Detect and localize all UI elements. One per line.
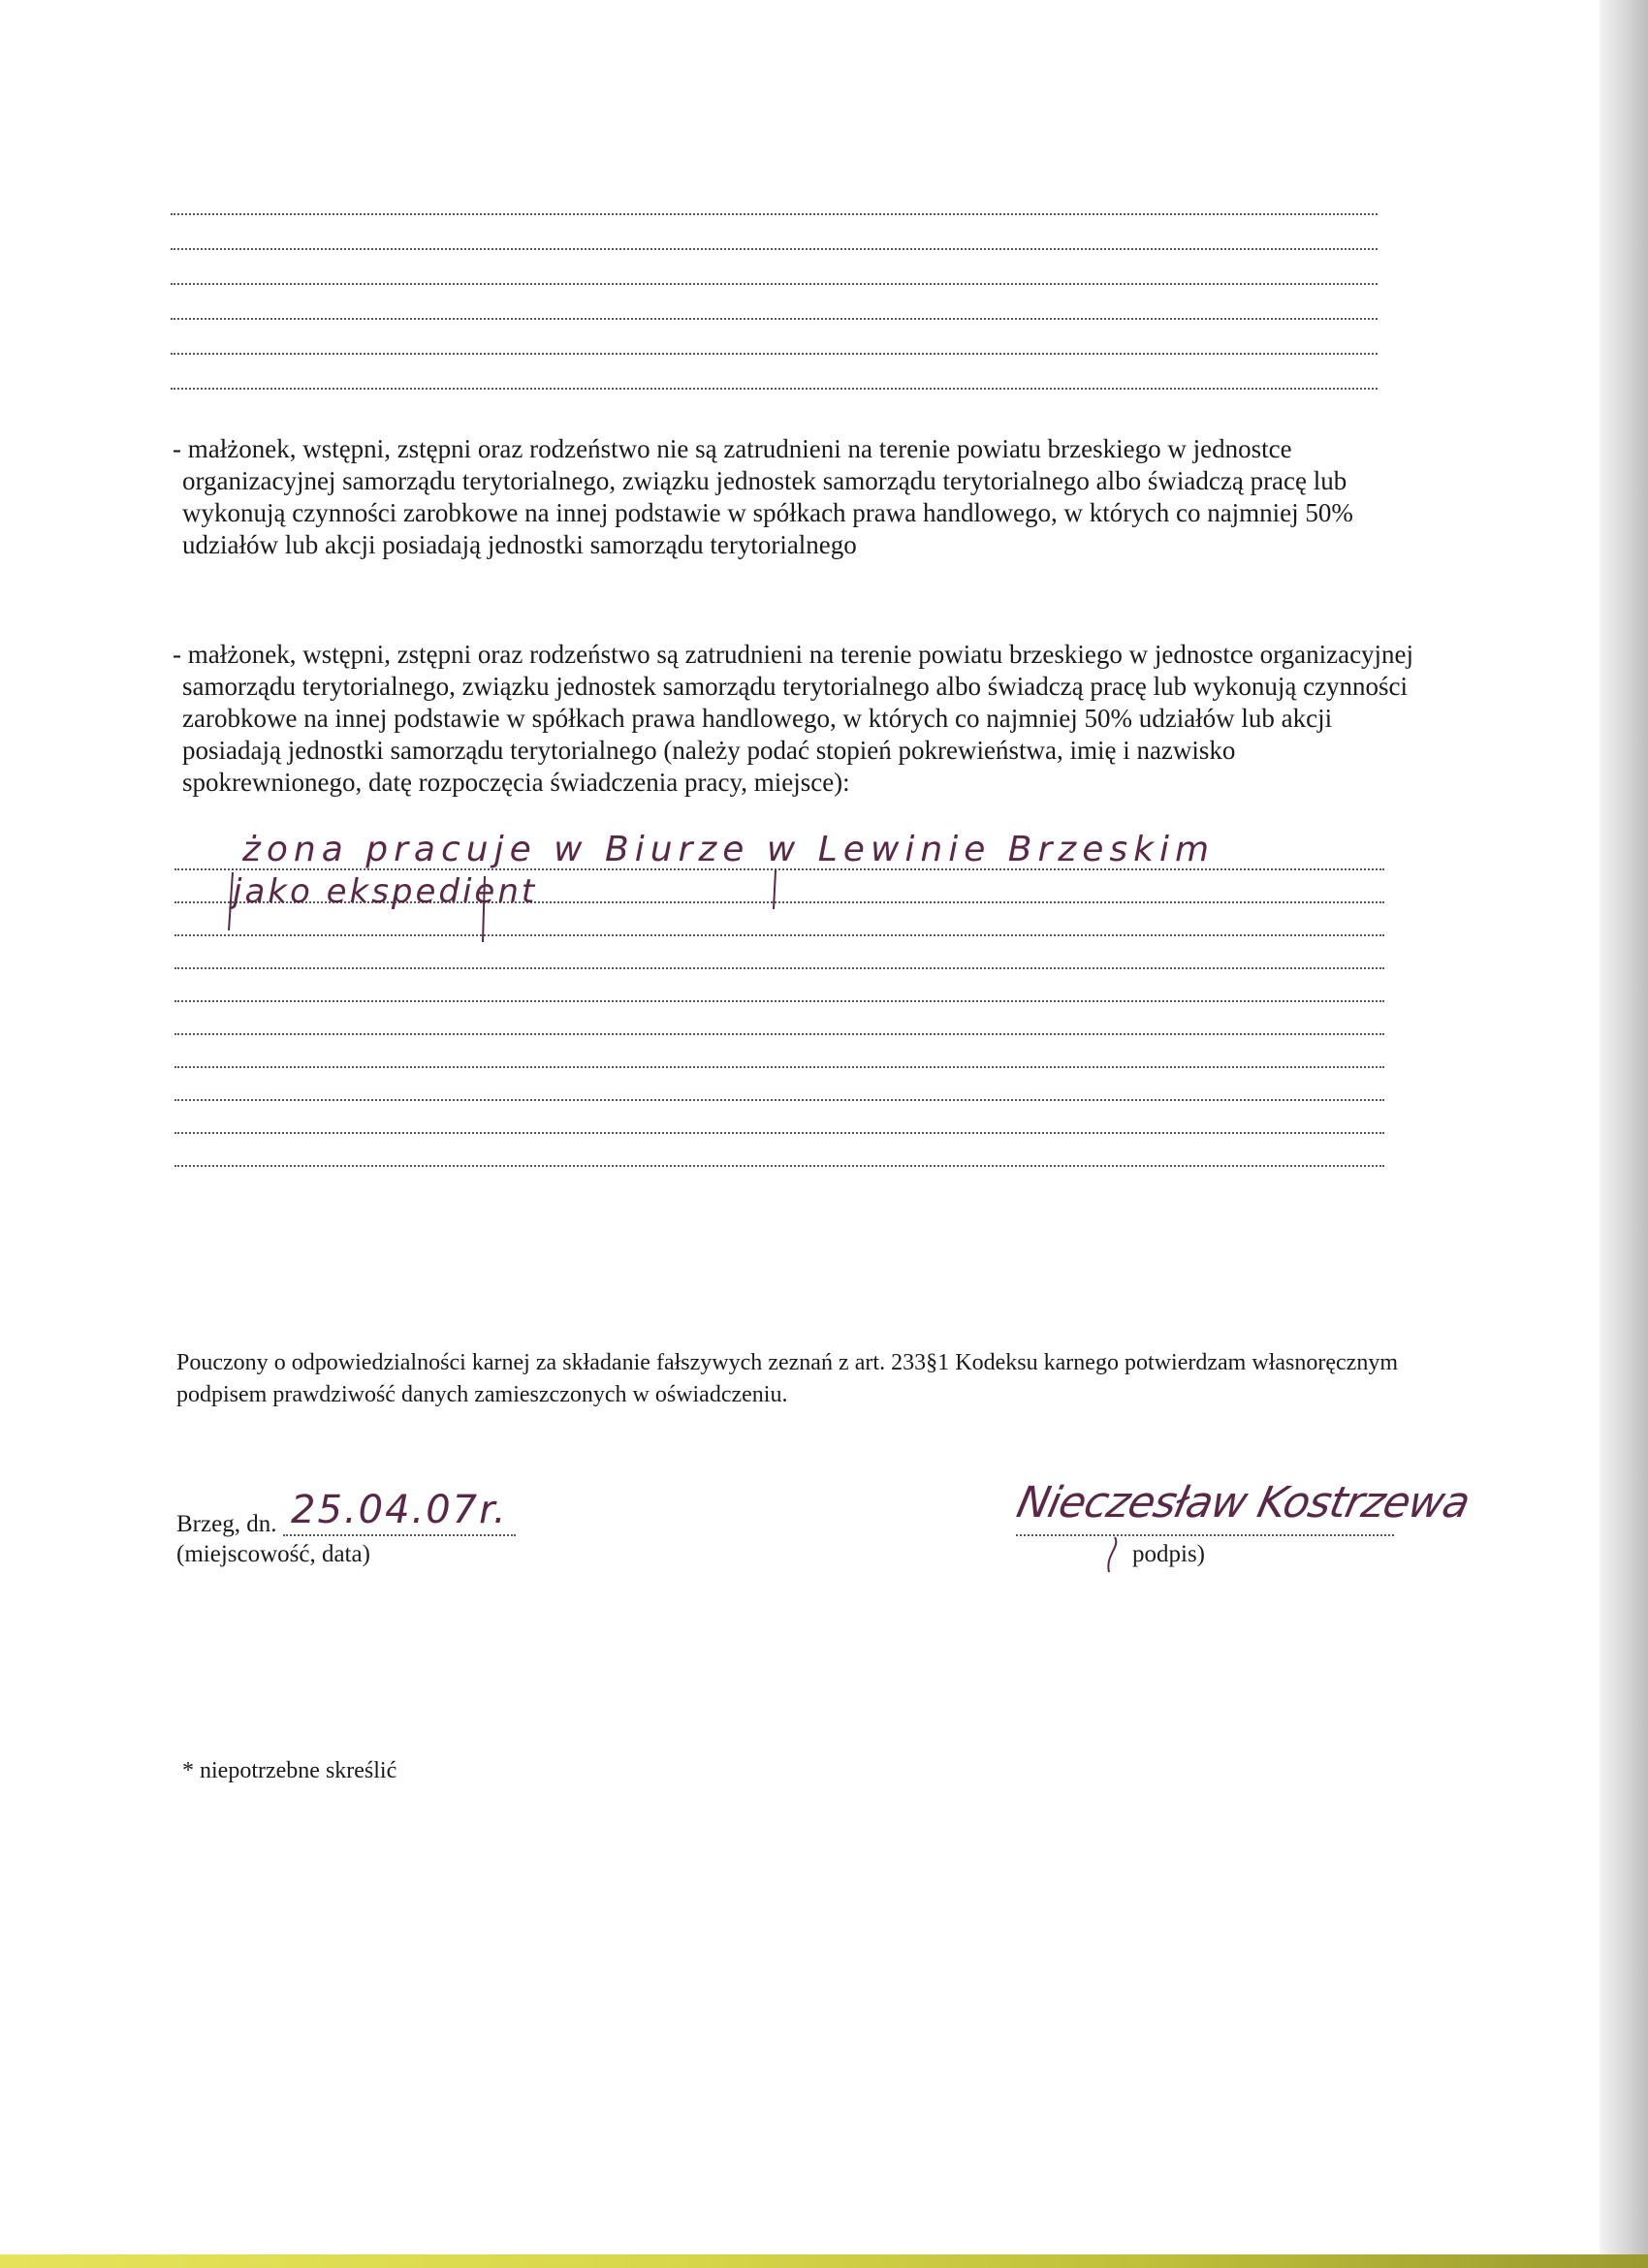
scan-right-edge: [1600, 0, 1648, 2268]
clause-employed: - małżonek, wstępni, zstępni oraz rodzeństwo są zatrudnieni na terenie powiatu brzeskiego w jednostce organizacyjnej samorządu terytorialnego, związku jednostek samorządu terytorialnego albo świadczą pracę lub wykonują czynności zarobkowe na innej podstawie w spółkach prawa handlowego, w których co najmniej 50% udziałów lub akcji posiadają jednostki samorządu terytorialnego (należy podać stopień pokrewieństwa, imię i nazwisko spokrewnionego, datę rozpoczęcia świadczenia pracy, miejsce):: [173, 640, 1414, 797]
dotted-line: [171, 213, 1378, 215]
footnote: * niepotrzebne skreślić: [182, 1758, 397, 1783]
handwritten-bracket-marks: [223, 863, 805, 940]
handwritten-answer-line-1: żona pracuje w Biurze w Lewinie Brzeskim: [242, 830, 1216, 869]
dotted-line: [171, 248, 1378, 250]
dotted-line: [171, 353, 1378, 355]
handwritten-signature: Nieczesław Kostrzewa: [1012, 1478, 1474, 1528]
handwritten-date: 25.04.07r.: [291, 1488, 508, 1532]
dotted-line: [174, 967, 1384, 969]
signature-dotted-line: [1016, 1534, 1394, 1536]
dotted-line: [171, 283, 1378, 285]
dotted-line: [174, 1099, 1384, 1101]
date-dotted-line: [283, 1534, 516, 1536]
dotted-line: [174, 1033, 1384, 1035]
scan-bottom-edge: [0, 2254, 1648, 2268]
dotted-line: [171, 388, 1378, 390]
place-date-caption: (miejscowość, data): [176, 1541, 370, 1567]
dotted-line: [171, 318, 1378, 320]
dotted-line: [174, 1132, 1384, 1134]
place-prefix: Brzeg, dn.: [176, 1511, 277, 1537]
signature-caption: podpis): [1132, 1541, 1205, 1567]
statement-paragraph: Pouczony o odpowiedzialności karnej za składanie fałszywych zeznań z art. 233§1 Kodeksu karnego potwierdzam własnoręcznym podpisem prawdziwość danych zamieszczonych w oświadczeniu.: [176, 1350, 1398, 1407]
clause-not-employed: - małżonek, wstępni, zstępni oraz rodzeństwo nie są zatrudnieni na terenie powiatu brzeskiego w jednostce organizacyjnej samorządu terytorialnego, związku jednostek samorządu terytorialnego albo świadczą pracę lub wykonują czynności zarobkowe na innej podstawie w spółkach prawa handlowego, w których co najmniej 50% udziałów lub akcji posiadają jednostki samorządu terytorialnego: [173, 434, 1353, 559]
dotted-line: [174, 1000, 1384, 1002]
handwritten-answer-line-2: jako ekspedient: [233, 872, 538, 911]
dotted-line: [174, 1066, 1384, 1068]
dotted-line: [174, 1165, 1384, 1167]
